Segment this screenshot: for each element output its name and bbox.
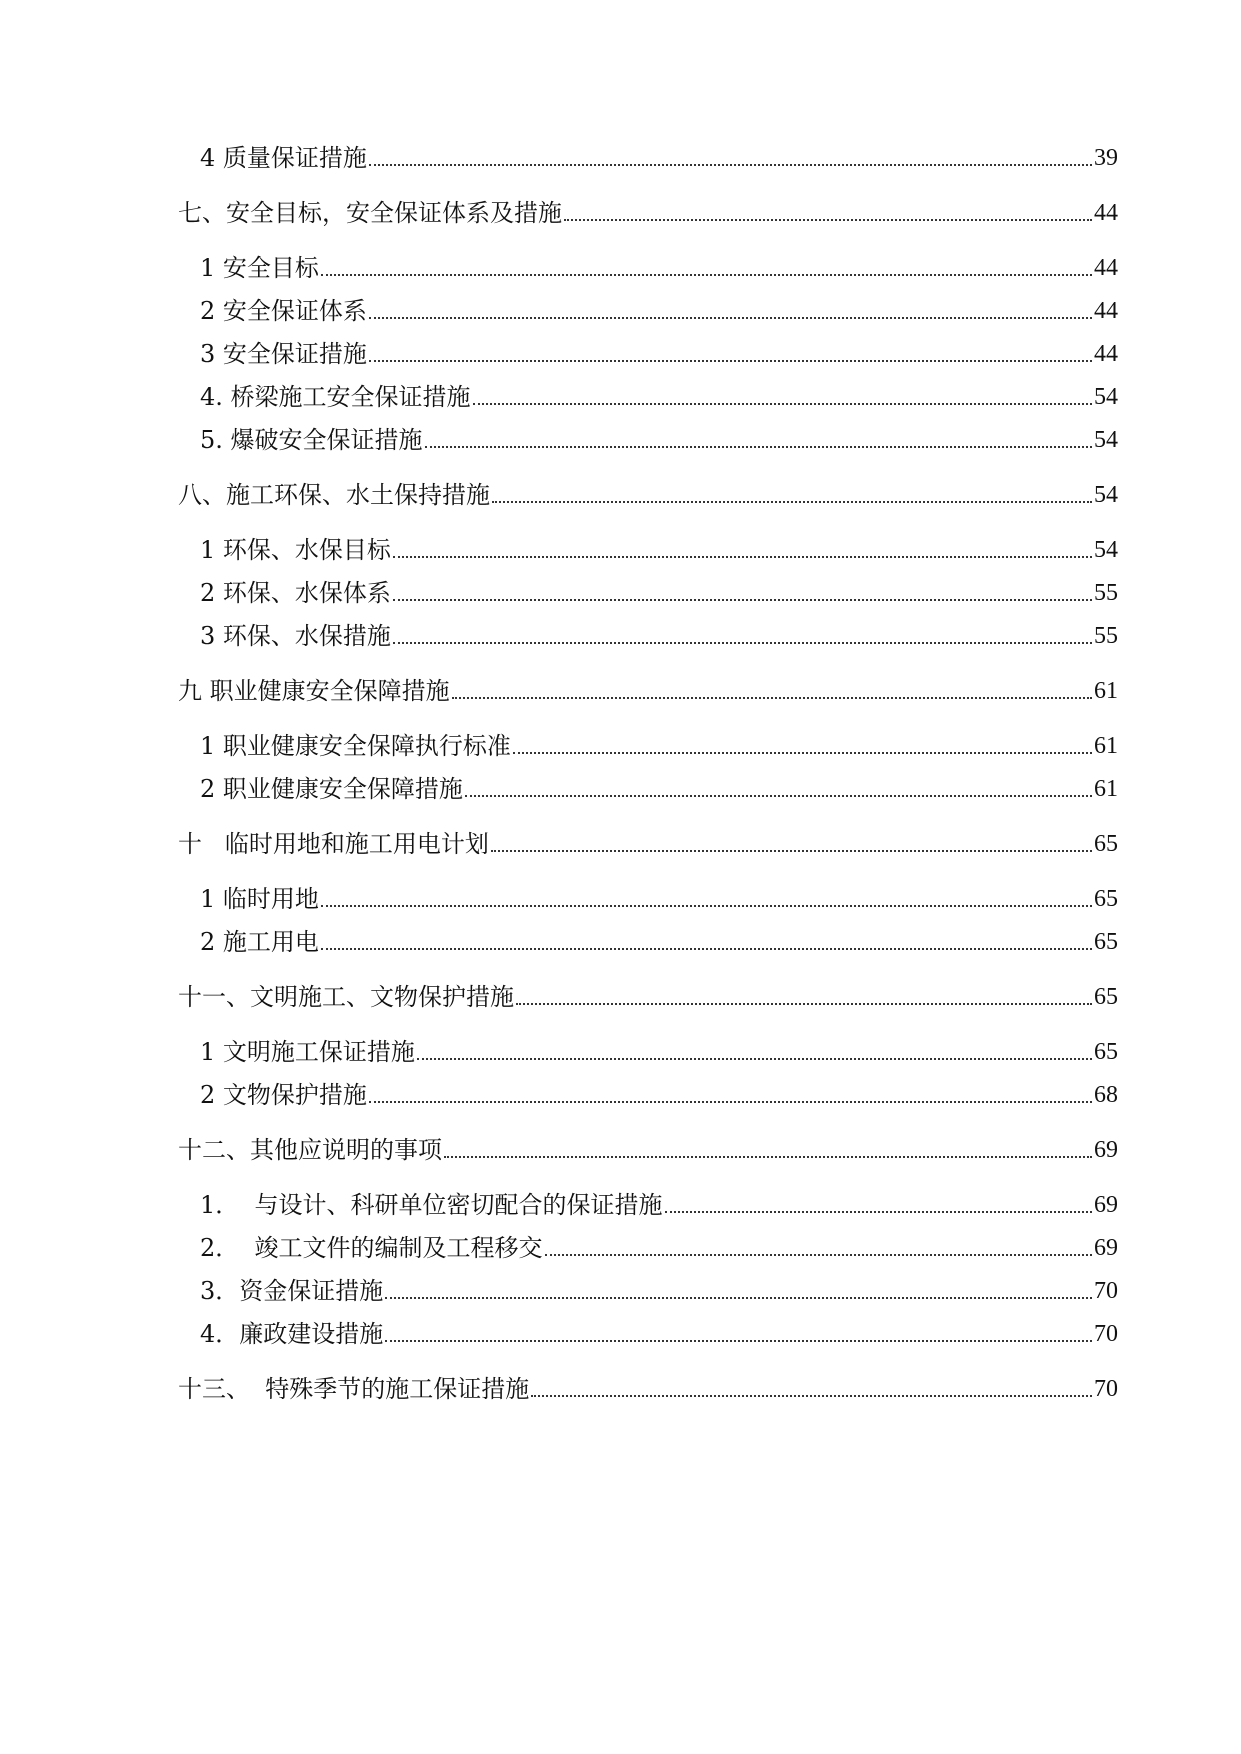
dot-leader — [393, 556, 1092, 558]
toc-entry[interactable] — [200, 1076, 1118, 1110]
toc-entry-title: 4．廉政建设措施 — [200, 1320, 384, 1348]
dot-leader — [452, 697, 1092, 699]
toc-entry[interactable] — [200, 574, 1118, 608]
toc-entry-page: 44 — [1094, 341, 1118, 367]
toc-entry[interactable] — [178, 1370, 1118, 1404]
toc-entry-page: 54 — [1094, 384, 1118, 410]
toc-entry-page: 65 — [1094, 1039, 1118, 1065]
dot-leader — [516, 1003, 1092, 1005]
toc-entry-title: 1 安全目标 — [200, 254, 319, 282]
toc-entry-title: 八、施工环保、水土保持措施 — [178, 481, 490, 509]
dot-leader — [393, 642, 1092, 644]
toc-entry-title: 5. 爆破安全保证措施 — [200, 426, 423, 454]
dot-leader — [473, 403, 1092, 405]
toc-entry-page: 65 — [1094, 984, 1118, 1010]
toc-entry-page: 65 — [1094, 886, 1118, 912]
toc-entry-page: 61 — [1094, 678, 1118, 704]
toc-entry[interactable] — [200, 923, 1118, 957]
toc-entry[interactable] — [178, 1131, 1118, 1165]
toc-entry[interactable] — [200, 249, 1118, 283]
toc-entry-title: 七、安全目标，安全保证体系及措施 — [178, 199, 562, 227]
toc-entry[interactable] — [200, 292, 1118, 326]
dot-leader — [564, 219, 1092, 221]
toc-entry-title: 1． 与设计、科研单位密切配合的保证措施 — [200, 1191, 663, 1219]
toc-entry-page: 55 — [1094, 580, 1118, 606]
dot-leader — [531, 1395, 1092, 1397]
toc-entry-title: 2 安全保证体系 — [200, 297, 367, 325]
dot-leader — [491, 850, 1092, 852]
toc-entry[interactable] — [200, 1229, 1118, 1263]
dot-leader — [321, 905, 1092, 907]
dot-leader — [369, 1101, 1092, 1103]
toc-entry-page: 65 — [1094, 831, 1118, 857]
toc-entry-title: 1 环保、水保目标 — [200, 536, 391, 564]
dot-leader — [369, 164, 1092, 166]
toc-entry[interactable] — [200, 727, 1118, 761]
toc-entry-title: 3 环保、水保措施 — [200, 622, 391, 650]
toc-entry-page: 69 — [1094, 1137, 1118, 1163]
toc-entry[interactable] — [200, 1315, 1118, 1349]
toc-entry-page: 69 — [1094, 1192, 1118, 1218]
toc-entry[interactable] — [200, 378, 1118, 412]
toc-entry[interactable] — [200, 335, 1118, 369]
toc-entry-page: 55 — [1094, 623, 1118, 649]
toc-entry[interactable] — [178, 194, 1118, 228]
toc-entry-title: 1 临时用地 — [200, 885, 319, 913]
dot-leader — [385, 1340, 1092, 1342]
toc-entry[interactable] — [200, 880, 1118, 914]
toc-entry[interactable] — [200, 531, 1118, 565]
toc-entry-title: 3．资金保证措施 — [200, 1277, 384, 1305]
toc-entry-page: 68 — [1094, 1082, 1118, 1108]
toc-entry-page: 44 — [1094, 200, 1118, 226]
toc-entry[interactable] — [200, 139, 1118, 173]
toc-entry-page: 44 — [1094, 298, 1118, 324]
toc-entry[interactable] — [200, 421, 1118, 455]
toc-entry-page: 65 — [1094, 929, 1118, 955]
toc-entry-title: 十二、其他应说明的事项 — [178, 1136, 442, 1164]
dot-leader — [417, 1058, 1092, 1060]
toc-entry-page: 44 — [1094, 255, 1118, 281]
toc-entry-page: 70 — [1094, 1376, 1118, 1402]
toc-entry-title: 2． 竣工文件的编制及工程移交 — [200, 1234, 543, 1262]
dot-leader — [425, 446, 1092, 448]
toc-entry[interactable] — [178, 978, 1118, 1012]
toc-entry-title: 2 文物保护措施 — [200, 1081, 367, 1109]
toc-entry-page: 61 — [1094, 733, 1118, 759]
dot-leader — [369, 360, 1092, 362]
toc-entry[interactable] — [200, 770, 1118, 804]
dot-leader — [545, 1254, 1092, 1256]
dot-leader — [465, 795, 1092, 797]
toc-entry-title: 十 临时用地和施工用电计划 — [178, 830, 489, 858]
toc-entry[interactable] — [200, 1033, 1118, 1067]
toc-entry-page: 69 — [1094, 1235, 1118, 1261]
toc-entry-title: 十三、 特殊季节的施工保证措施 — [178, 1375, 530, 1403]
toc-entry[interactable] — [200, 617, 1118, 651]
toc-entry-title: 2 环保、水保体系 — [200, 579, 391, 607]
dot-leader — [385, 1297, 1092, 1299]
dot-leader — [665, 1211, 1092, 1213]
dot-leader — [369, 317, 1092, 319]
toc-entry-title: 4. 桥梁施工安全保证措施 — [200, 383, 471, 411]
dot-leader — [513, 752, 1092, 754]
dot-leader — [444, 1156, 1092, 1158]
dot-leader — [492, 501, 1092, 503]
toc-entry-page: 61 — [1094, 776, 1118, 802]
toc-entry-page: 39 — [1094, 145, 1118, 171]
toc-entry-page: 70 — [1094, 1278, 1118, 1304]
toc-entry[interactable] — [178, 672, 1118, 706]
toc-entry-page: 54 — [1094, 537, 1118, 563]
toc-entry-page: 70 — [1094, 1321, 1118, 1347]
toc-entry[interactable] — [200, 1186, 1118, 1220]
toc-entry-title: 2 职业健康安全保障措施 — [200, 775, 463, 803]
dot-leader — [321, 948, 1092, 950]
toc-entry[interactable] — [200, 1272, 1118, 1306]
toc-entry-page: 54 — [1094, 482, 1118, 508]
toc-entry-page: 54 — [1094, 427, 1118, 453]
toc-entry-title: 3 安全保证措施 — [200, 340, 367, 368]
toc-entry-title: 1 文明施工保证措施 — [200, 1038, 415, 1066]
toc-entry-title: 十一、文明施工、文物保护措施 — [178, 983, 514, 1011]
toc-entry[interactable] — [178, 476, 1118, 510]
dot-leader — [321, 274, 1092, 276]
toc-entry-title: 4 质量保证措施 — [200, 144, 367, 172]
dot-leader — [393, 599, 1092, 601]
toc-entry-title: 1 职业健康安全保障执行标准 — [200, 732, 511, 760]
toc-entry-title: 九 职业健康安全保障措施 — [178, 677, 450, 705]
toc-entry[interactable] — [178, 825, 1118, 859]
toc-entry-title: 2 施工用电 — [200, 928, 319, 956]
